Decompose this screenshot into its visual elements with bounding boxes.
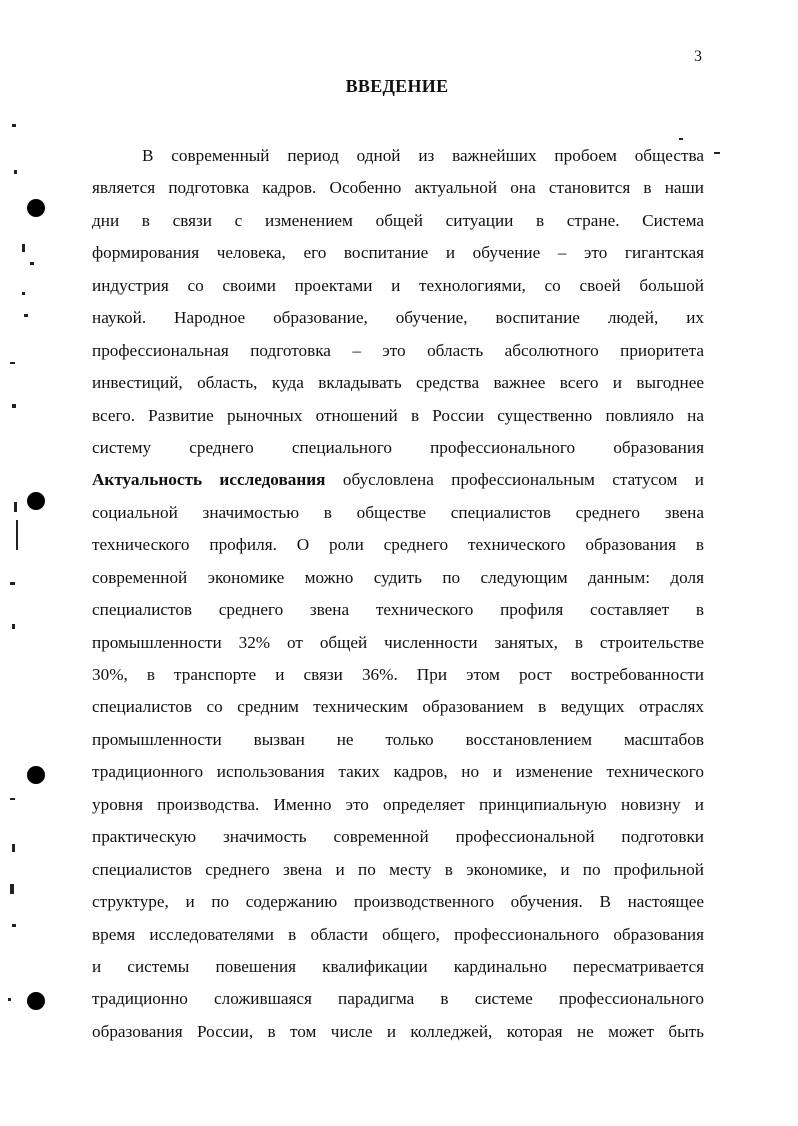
scan-speck	[22, 244, 25, 252]
scan-speck	[10, 884, 14, 894]
text-segment: промышленности 32% от общей численности занятых, в строительстве	[92, 632, 704, 652]
scan-speck	[14, 170, 17, 174]
text-segment: социальной значимостью в обществе специалистов среднего звена	[92, 502, 704, 522]
text-segment: обусловлена профессиональным статусом и	[342, 470, 704, 490]
scan-speck	[16, 520, 18, 550]
scan-speck	[24, 314, 28, 317]
text-line	[92, 724, 704, 756]
text-line	[92, 789, 704, 821]
text-line	[92, 886, 704, 918]
scan-speck	[12, 624, 15, 629]
scan-speck	[10, 798, 15, 800]
text-segment: специалистов со средним техническим образованием в ведущих отраслях	[92, 697, 704, 717]
text-line	[92, 529, 704, 561]
text-line	[92, 400, 704, 432]
scan-speck	[14, 502, 17, 512]
text-line	[92, 562, 704, 594]
text-line	[92, 756, 704, 788]
text-segment: 30%, в транспорте и связи 36%. При этом рост востребованности	[92, 665, 704, 684]
text-line	[92, 302, 704, 334]
text-segment: систему среднего специального профессионального образования	[92, 437, 704, 457]
text-segment: специалистов среднего звена технического профиля составляет в	[92, 600, 704, 620]
text-segment: современной экономике можно судить по следующим данным: доля	[92, 567, 704, 587]
text-segment: промышленности вызван не только восстановлением масштабов	[92, 729, 704, 749]
text-segment: индустрия со своими проектами и технологиями, со своей большой	[92, 275, 704, 295]
text-segment: традиционного использования таких кадров, но и изменение технического	[92, 762, 704, 782]
text-segment: технического профиля. О роли среднего технического образования в	[92, 535, 704, 555]
page-title	[0, 76, 798, 97]
text-line	[92, 335, 704, 367]
scan-speck	[10, 362, 15, 364]
scan-speck	[10, 582, 15, 585]
text-line	[92, 821, 704, 853]
punch-hole	[27, 199, 45, 217]
text-segment: образования России, в том числе и колледжей, которая не может быть	[92, 1021, 704, 1041]
text-line	[92, 983, 704, 1015]
body-text	[92, 140, 704, 1048]
text-segment: является подготовка кадров. Особенно актуальной она становится в наши	[92, 178, 704, 198]
punch-hole	[27, 492, 45, 510]
text-segment: профессиональная подготовка – это область абсолютного приоритета	[92, 340, 704, 360]
scan-speck	[12, 124, 16, 127]
text-line	[92, 691, 704, 723]
text-line	[92, 367, 704, 399]
scan-speck	[22, 292, 25, 295]
text-line	[92, 172, 704, 204]
text-segment: дни в связи с изменением общей ситуации в стране. Система	[92, 210, 704, 230]
text-segment: В современный период одной из важнейших пробоем общества	[142, 146, 704, 165]
bold-phrase: Актуальность исследования	[92, 470, 343, 490]
text-segment: наукой. Народное образование, обучение, воспитание людей, их	[92, 308, 704, 328]
text-line	[92, 594, 704, 626]
text-segment: традиционно сложившаяся парадигма в системе профессионального	[92, 989, 704, 1009]
scan-speck	[12, 924, 16, 927]
text-line	[92, 1016, 704, 1048]
text-segment: инвестиций, область, куда вкладывать средства важнее всего и выгоднее	[92, 373, 704, 393]
text-line	[92, 627, 704, 659]
text-segment: формирования человека, его воспитание и обучение – это гигантская	[92, 243, 704, 263]
text-line	[92, 854, 704, 886]
scan-speck	[679, 138, 683, 140]
text-segment: и системы повешения квалификации кардинально пересматривается	[92, 956, 704, 976]
text-line	[92, 659, 704, 691]
punch-hole	[27, 766, 45, 784]
text-segment: структуре, и по содержанию производственного обучения. В настоящее	[92, 892, 704, 912]
scan-speck	[714, 152, 720, 154]
text-line	[92, 464, 704, 496]
text-line	[92, 237, 704, 269]
text-line	[92, 205, 704, 237]
page-number: 3	[694, 48, 702, 65]
scan-speck	[30, 262, 34, 265]
text-line	[92, 270, 704, 302]
text-segment: практическую значимость современной профессиональной подготовки	[92, 827, 704, 847]
text-segment: уровня производства. Именно это определяет принципиальную новизну и	[92, 794, 704, 814]
text-segment: время исследователями в области общего, профессионального образования	[92, 924, 704, 944]
scan-speck	[12, 404, 16, 408]
text-line	[92, 140, 704, 172]
text-line	[92, 919, 704, 951]
scan-speck	[8, 998, 11, 1001]
punch-hole	[27, 992, 45, 1010]
text-line	[92, 951, 704, 983]
text-line	[92, 432, 704, 464]
text-line	[92, 497, 704, 529]
text-segment: специалистов среднего звена и по месту в экономике, и по профильной	[92, 859, 704, 879]
page-title-text: ВВЕДЕНИЕ	[345, 76, 449, 96]
scan-speck	[12, 844, 15, 852]
text-segment: всего. Развитие рыночных отношений в России существенно повлияло на	[92, 405, 704, 425]
